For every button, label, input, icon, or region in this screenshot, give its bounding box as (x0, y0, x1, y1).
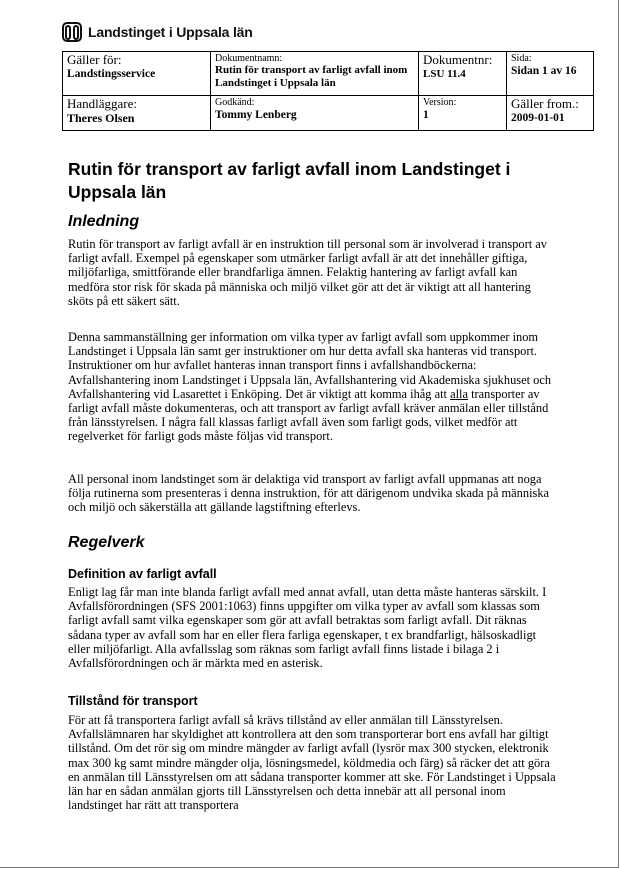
inledning-heading: Inledning (68, 213, 140, 230)
galler-from-value: 2009-01-01 (511, 112, 565, 124)
definition-paragraph: Enligt lag får man inte blanda farligt avfall med annat avfall, utan detta måste hanteras särskilt. I Avfallsförordningen (SFS 2001:1063) finns uppgifter om vilka typer av avfall som klassas som farligt avfall samt vilka egenskaper som gör att avfall betraktas som farligt avfall. Dit räknas sådana typer av avfall som har en eller flera farliga egenskaper, t ex brandfarligt, hälsoskadligt eller miljöfarligt. Alla avfallsslag som räknas som farligt avfall finns listade i bilaga 2 i Avfallsförordningen och är märkta med en asterisk. (68, 585, 547, 671)
underlined-word-alla: alla (450, 386, 468, 401)
galler-for-value: Landstingsservice (67, 68, 156, 80)
version-value: 1 (423, 109, 429, 121)
version-label: Version: (423, 97, 457, 108)
definition-heading: Definition av farligt avfall (68, 567, 217, 581)
inledning-paragraph-3: All personal inom landstinget som är delaktiga vid transport av farligt avfall uppmanas att noga följa rutinerna som presenteras i denna instruktion, för att därigenom undvika skada på människa och miljö och säkerställa att gällande lagstiftning efterlevs. (68, 472, 550, 515)
inledning-paragraph-2: Denna sammanställning ger information om vilka typer av farligt avfall som uppkommer inom Landstinget i Uppsala län samt ger instruktioner om hur detta avfall ska hanteras vid transport. Instruktioner om hur avfallet hanteras innan transport finns i avfallshandböckerna: Avfallshantering inom Landstinget i Uppsala län, Avfallshantering vid Akademiska sjukhuset och Avfallshantering vid Lasarettet i Enköping. Det är viktigt att komma ihåg att alla transporter av farligt avfall måste dokumenteras, och att transport av farligt avfall kräver anmälan eller tillstånd från länsstyrelsen. I några fall klassas farligt avfall även som farligt gods, vilket medför att regelverket för farligt gods måste följas vid transport. (68, 330, 552, 444)
godkand-label: Godkänd: (215, 97, 255, 108)
dokumentnr-value: LSU 11.4 (423, 68, 466, 80)
sida-value: Sidan 1 av 16 (511, 65, 577, 77)
godkand-value: Tommy Lenberg (215, 109, 297, 121)
tillstand-heading: Tillstånd för transport (68, 694, 198, 708)
dokumentnamn-label: Dokumentnamn: (215, 53, 283, 64)
tillstand-paragraph: För att få transportera farligt avfall så krävs tillstånd av eller anmälan till Länsstyrelsen. Avfallslämnaren har skyldighet att kontrollera att den som transporterar bort ens avfall har giltigt tillstånd. Om det rör sig om mindre mängder av farligt avfall (lysrör max 300 stycken, elektronik max 300 kg samt mindre mängder olja, lösningsmedel, köldmedia och färg) så räcker det att göra en anmälan till Länsstyrelsen om att sådana transporter kommer att ske. För Landstinget i Uppsala län har en sådan anmälan gjorts till Länsstyrelsen och detta innebär att all personal inom landstinget har rätt att transportera (68, 713, 556, 813)
handlaggare-label: Handläggare: (67, 96, 138, 111)
sida-label: Sida: (511, 53, 532, 64)
galler-from-label: Gäller from.: (511, 96, 579, 111)
regelverk-heading: Regelverk (68, 534, 145, 551)
dokumentnr-label: Dokumentnr: (423, 52, 493, 67)
galler-for-label: Gäller för: (67, 52, 122, 67)
dokumentnamn-value: Rutin för transport av farligt avfall inom Landstinget i Uppsala län (215, 64, 408, 89)
logo-text: Landstinget i Uppsala län (88, 24, 253, 40)
document-title: Rutin för transport av farligt avfall inom Landstinget i Uppsala län (68, 159, 511, 202)
inledning-paragraph-1: Rutin för transport av farligt avfall är en instruktion till personal som är involverad i transport av farligt avfall. Exempel på egenskaper som utmärker farligt avfall är att det innehåller giftiga, miljöfarliga, smittförande eller brandfarliga ämnen. Felaktig hantering av farligt avfall kan medföra stor risk för skada på människa och miljö vilket gör att det är viktigt att all hantering sköts på ett säkert sätt. (68, 237, 547, 308)
handlaggare-value: Theres Olsen (67, 111, 135, 125)
